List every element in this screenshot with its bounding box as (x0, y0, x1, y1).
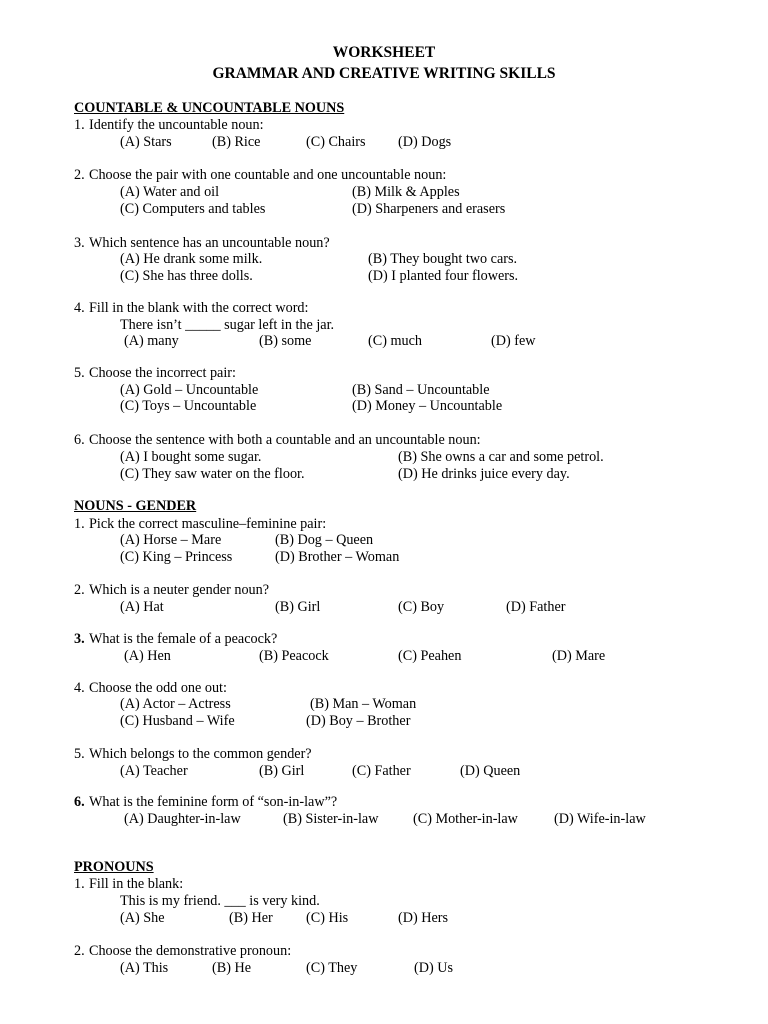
question-number: 1. (74, 876, 85, 892)
question-number: 5. (74, 365, 85, 381)
answer-option[interactable]: (A) Water and oil (120, 184, 220, 200)
answer-option[interactable]: (A) Hen (124, 648, 171, 664)
question-number: 1. (74, 117, 85, 133)
answer-option[interactable]: (C) Toys – Uncountable (120, 398, 257, 414)
answer-option[interactable]: (D) Mare (552, 648, 606, 664)
question-text: Identify the uncountable noun: (89, 117, 264, 133)
question-text: Which sentence has an uncountable noun? (89, 235, 330, 251)
question-number: 6. (74, 432, 85, 448)
answer-option[interactable]: (D) Queen (460, 763, 521, 779)
answer-option[interactable]: (C) She has three dolls. (120, 268, 253, 284)
answer-option[interactable]: (C) Husband – Wife (120, 713, 235, 729)
answer-option[interactable]: (D) Hers (398, 910, 449, 926)
answer-option[interactable]: (C) Chairs (306, 134, 366, 150)
question-text: Pick the correct masculine–feminine pair: (89, 516, 327, 532)
answer-option[interactable]: (A) This (120, 960, 169, 976)
answer-option[interactable]: (C) much (368, 333, 422, 349)
section-heading-nouns-gender: NOUNS - GENDER (74, 498, 197, 514)
answer-option[interactable]: (D) Brother – Woman (275, 549, 400, 565)
question-number: 6. (74, 794, 85, 810)
answer-option[interactable]: (A) Actor – Actress (120, 696, 231, 712)
worksheet-title: WORKSHEET (332, 44, 436, 61)
question-text: Choose the pair with one countable and one uncountable noun: (89, 167, 447, 183)
answer-option[interactable]: (B) They bought two cars. (368, 251, 518, 267)
question-text: Choose the demonstrative pronoun: (89, 943, 292, 959)
question-number: 1. (74, 516, 85, 532)
question-text: What is the feminine form of “son-in-law”? (89, 794, 338, 810)
answer-option[interactable]: (A) many (124, 333, 179, 349)
question-text: Which belongs to the common gender? (89, 746, 312, 762)
answer-option[interactable]: (B) Peacock (259, 648, 329, 664)
answer-option[interactable]: (D) Boy – Brother (306, 713, 411, 729)
question-number: 2. (74, 167, 85, 183)
answer-option[interactable]: (A) Hat (120, 599, 164, 615)
answer-option[interactable]: (D) few (491, 333, 536, 349)
answer-option[interactable]: (B) Sand – Uncountable (352, 382, 490, 398)
answer-option[interactable]: (D) Dogs (398, 134, 452, 150)
question-text: Fill in the blank with the correct word: (89, 300, 309, 316)
answer-option[interactable]: (B) Girl (275, 599, 321, 615)
question-number: 3. (74, 631, 85, 647)
question-number: 4. (74, 300, 85, 316)
question-text: Which is a neuter gender noun? (89, 582, 270, 598)
question-text: Choose the incorrect pair: (89, 365, 236, 381)
answer-option[interactable]: (C) Mother-in-law (413, 811, 518, 827)
answer-option[interactable]: (A) Teacher (120, 763, 188, 779)
answer-option[interactable]: (C) His (306, 910, 349, 926)
answer-option[interactable]: (C) Father (352, 763, 411, 779)
question-number: 5. (74, 746, 85, 762)
answer-option[interactable]: (D) He drinks juice every day. (398, 466, 570, 482)
answer-option[interactable]: (A) Daughter-in-law (124, 811, 241, 827)
answer-option[interactable]: (D) I planted four flowers. (368, 268, 519, 284)
answer-option[interactable]: (A) Gold – Uncountable (120, 382, 259, 398)
question-prompt: This is my friend. ___ is very kind. (120, 893, 320, 909)
answer-option[interactable]: (B) Milk & Apples (352, 184, 460, 200)
answer-option[interactable]: (B) Rice (212, 134, 261, 150)
worksheet-subtitle: GRAMMAR AND CREATIVE WRITING SKILLS (212, 65, 556, 82)
answer-option[interactable]: (C) Boy (398, 599, 445, 615)
answer-option[interactable]: (A) She (120, 910, 165, 926)
answer-option[interactable]: (C) Peahen (398, 648, 462, 664)
question-prompt: There isn’t _____ sugar left in the jar. (120, 317, 335, 333)
answer-option[interactable]: (D) Sharpeners and erasers (352, 201, 506, 217)
answer-option[interactable]: (A) He drank some milk. (120, 251, 263, 267)
answer-option[interactable]: (B) He (212, 960, 252, 976)
question-number: 3. (74, 235, 85, 251)
section-heading-countable-nouns: COUNTABLE & UNCOUNTABLE NOUNS (74, 100, 345, 116)
answer-option[interactable]: (A) Horse – Mare (120, 532, 222, 548)
answer-option[interactable]: (B) some (259, 333, 312, 349)
answer-option[interactable]: (B) Sister-in-law (283, 811, 379, 827)
answer-option[interactable]: (D) Father (506, 599, 566, 615)
answer-option[interactable]: (C) They saw water on the floor. (120, 466, 305, 482)
answer-option[interactable]: (A) I bought some sugar. (120, 449, 262, 465)
answer-option[interactable]: (B) Girl (259, 763, 305, 779)
answer-option[interactable]: (A) Stars (120, 134, 172, 150)
answer-option[interactable]: (B) Man – Woman (310, 696, 417, 712)
answer-option[interactable]: (B) Her (229, 910, 273, 926)
answer-option[interactable]: (C) They (306, 960, 358, 976)
question-text: What is the female of a peacock? (89, 631, 278, 647)
question-text: Fill in the blank: (89, 876, 184, 892)
question-number: 2. (74, 943, 85, 959)
section-heading-pronouns: PRONOUNS (74, 859, 154, 875)
answer-option[interactable]: (B) She owns a car and some petrol. (398, 449, 604, 465)
question-text: Choose the sentence with both a countable and an uncountable noun: (89, 432, 481, 448)
answer-option[interactable]: (D) Us (414, 960, 454, 976)
question-number: 2. (74, 582, 85, 598)
answer-option[interactable]: (C) King – Princess (120, 549, 233, 565)
question-number: 4. (74, 680, 85, 696)
answer-option[interactable]: (C) Computers and tables (120, 201, 266, 217)
answer-option[interactable]: (B) Dog – Queen (275, 532, 374, 548)
answer-option[interactable]: (D) Money – Uncountable (352, 398, 503, 414)
answer-option[interactable]: (D) Wife-in-law (554, 811, 646, 827)
question-text: Choose the odd one out: (89, 680, 227, 696)
